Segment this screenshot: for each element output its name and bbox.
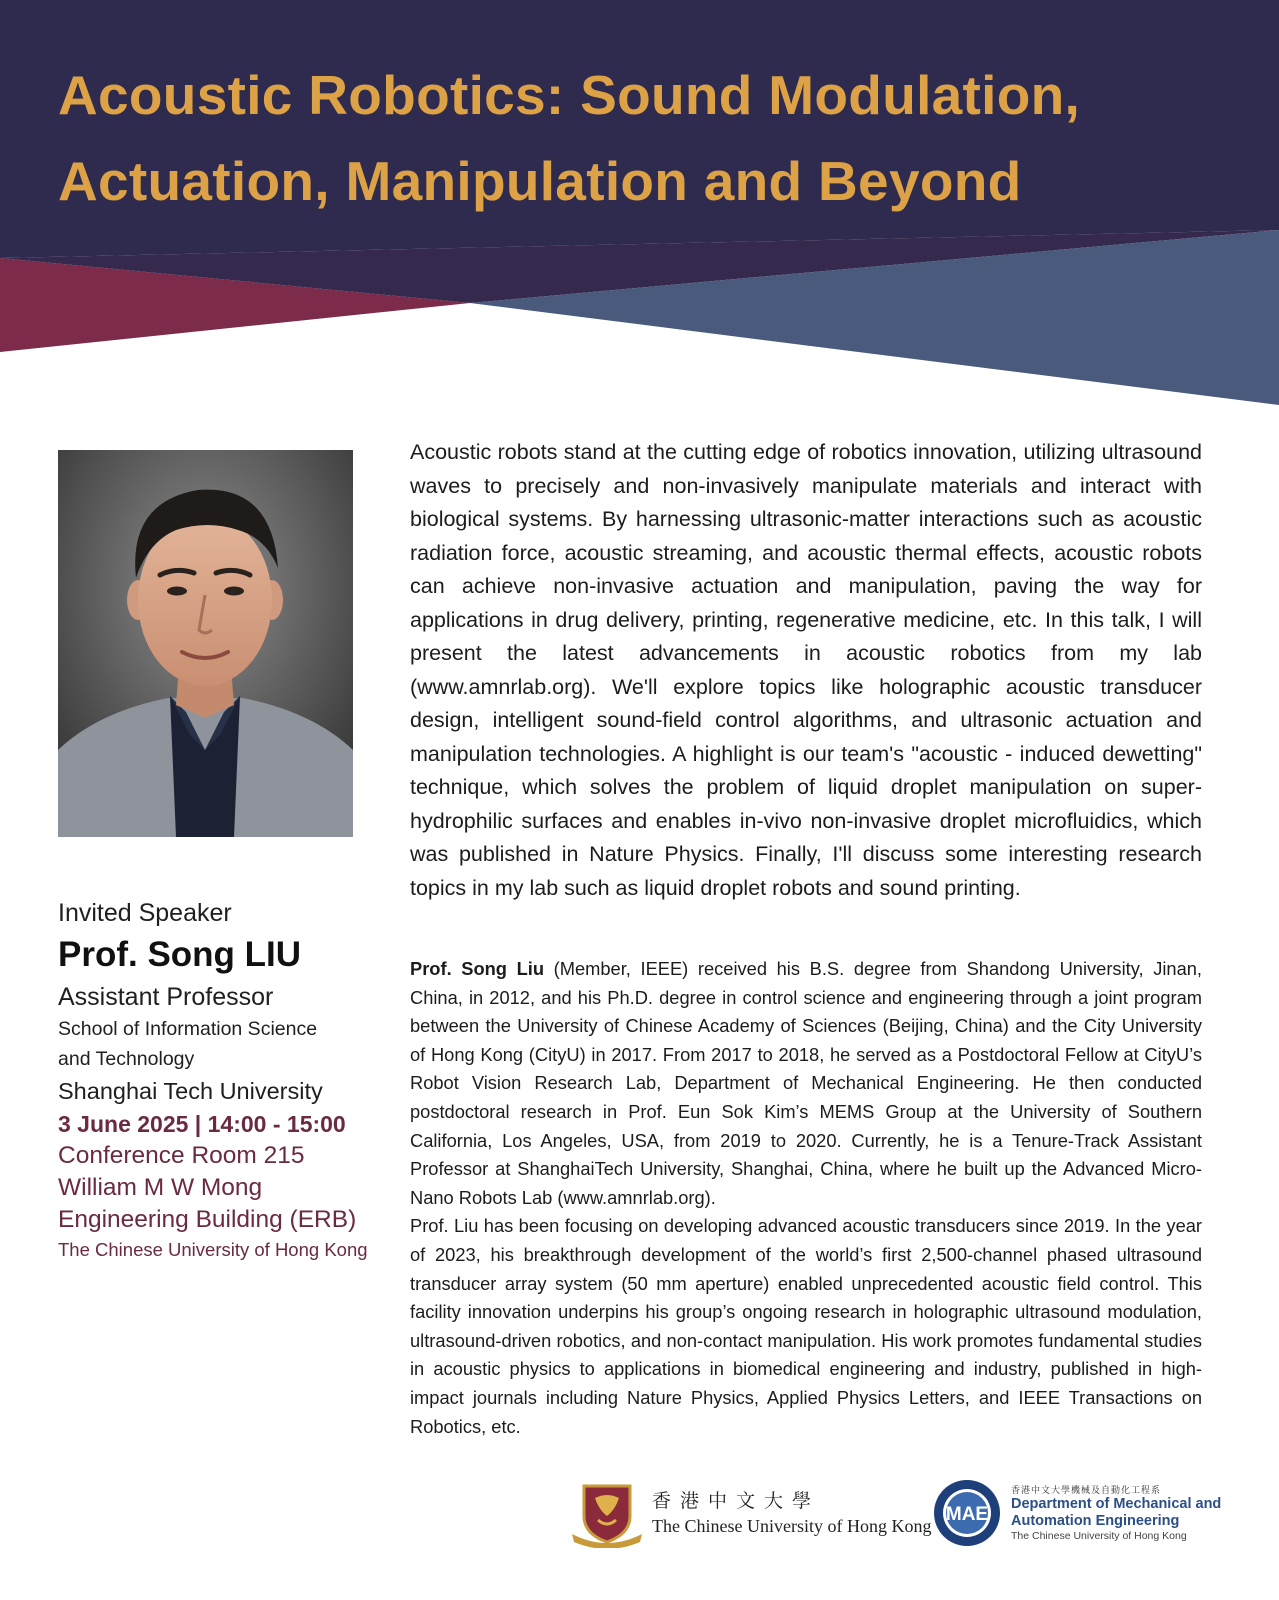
speaker-school xyxy=(58,1014,378,1074)
talk-abstract: Acoustic robots stand at the cutting edge of robotics innovation, utilizing ultrasound waves to precisely and non-invasively manipulate materials and interact with biological systems. By harnessing ultrasonic-matter interactions such as acoustic radiation force, acoustic streaming, and acoustic thermal effects, acoustic robots can achieve non-invasive actuation and manipulation, paving the way for applications in drug delivery, printing, regenerative medicine, etc. In this talk, I will present the latest advancements in acoustic robotics from my lab (www.amnrlab.org). We'll explore topics like holographic acoustic transducer design, intelligent sound-field control algorithms, and ultrasonic actuation and manipulation technologies. A highlight is our team's "acoustic - induced dewetting" technique, which solves the problem of liquid droplet manipulation on super-hydrophilic surfaces and enables in-vivo non-invasive droplet microfluidics, which was published in Nature Physics. Finally, I'll discuss some interesting research topics in my lab such as liquid droplet robots and sound printing. xyxy=(410,440,1202,900)
speaker-role: Invited Speaker xyxy=(58,899,232,927)
venue-line-3: Engineering Building (ERB) xyxy=(58,1206,357,1233)
mae-name-line-2: Automation Engineering xyxy=(1011,1513,1180,1529)
mae-name-line-1: Department of Mechanical and xyxy=(1011,1496,1222,1512)
talk-title xyxy=(58,52,1238,224)
speaker-info xyxy=(58,896,378,1264)
venue-line-1: Conference Room 215 xyxy=(58,1142,305,1169)
cuhk-wordmark xyxy=(652,1488,931,1538)
mae-name-chinese: 香港中文大學機械及自動化工程系 xyxy=(1011,1485,1162,1495)
talk-title-line-1: Acoustic Robotics: Sound Modulation, xyxy=(58,64,1081,126)
mae-university: The Chinese University of Hong Kong xyxy=(1011,1530,1187,1542)
mae-seal-text: MAE xyxy=(945,1504,989,1525)
mae-seal-icon xyxy=(932,1478,1002,1548)
speaker-biography xyxy=(410,955,1202,1441)
footer-logos xyxy=(0,1470,1279,1580)
cuhk-name-chinese: 香港中文大學 xyxy=(652,1490,821,1512)
event-venue xyxy=(58,1140,378,1236)
event-datetime: 3 June 2025 | 14:00 - 15:00 xyxy=(58,1111,346,1137)
speaker-name: Prof. Song LIU xyxy=(58,935,302,974)
speaker-position: Assistant Professor xyxy=(58,983,274,1011)
speaker-photo xyxy=(58,450,353,837)
venue-line-2: William M W Mong xyxy=(58,1174,263,1201)
cuhk-crest-icon xyxy=(570,1482,644,1548)
mae-wordmark xyxy=(1011,1484,1221,1543)
speaker-university: Shanghai Tech University xyxy=(58,1078,323,1104)
bio-paragraph-2: Prof. Liu has been focusing on developing advanced acoustic transducers since 2019. In the year of 2023, his breakthrough development of the world’s first 2,500-channel phased ultrasound transducer array system (50 mm aperture) enabled unprecedented acoustic field control. This facility innovation underpins his group’s ongoing research in holographic ultrasound modulation, ultrasound-driven robotics, and non-contact manipulation. His work promotes fundamental studies in acoustic physics to applications in biomedical engineering and industry, published in high-impact journals including Nature Physics, Applied Physics Letters, and IEEE Transactions on Robotics, etc. xyxy=(410,1215,1202,1437)
speaker-school-line-1: School of Information Science xyxy=(58,1018,318,1040)
cuhk-name-english: The Chinese University of Hong Kong xyxy=(652,1516,932,1536)
bio-paragraph-1 xyxy=(410,955,1202,1212)
talk-title-line-2: Actuation, Manipulation and Beyond xyxy=(58,150,1022,212)
bio-paragraph-1-text: (Member, IEEE) received his B.S. degree from Shandong University, Jinan, China, in 2012, and his Ph.D. degree in control science and engineering through a joint program between the University of Chinese Academy of Sciences (Beijing, China) and the City University of Hong Kong (CityU) in 2017. From 2017 to 2018, he served as a Postdoctoral Fellow at CityU’s Robot Vision Research Lab, Department of Mechanical Engineering. He then conducted postdoctoral research in Prof. Eun Sok Kim’s MEMS Group at the University of Southern California, Los Angeles, USA, from 2019 to 2020. Currently, he is a Tenure-Track Assistant Professor at ShanghaiTech University, Shanghai, China, where he built up the Advanced Micro-Nano Robots Lab (www.amnrlab.org). xyxy=(410,958,1202,1208)
venue-university: The Chinese University of Hong Kong xyxy=(58,1239,368,1260)
bio-speaker-name: Prof. Song Liu xyxy=(410,958,545,979)
speaker-school-line-2: and Technology xyxy=(58,1048,195,1070)
